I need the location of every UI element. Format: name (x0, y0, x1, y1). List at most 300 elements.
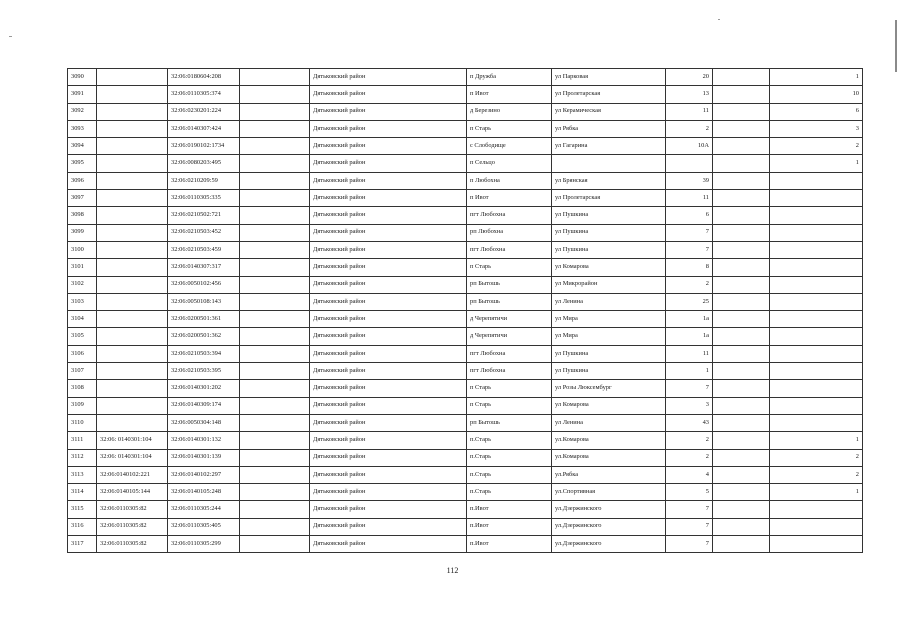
settlement-cell: рп Бытошь (467, 414, 552, 431)
registry-rows (68, 69, 863, 553)
units-cell (770, 293, 863, 310)
settlement-cell: с Слободище (467, 138, 552, 155)
table-row (68, 432, 863, 449)
cadastral-number-cell: 32:06:0230201:224 (168, 103, 240, 120)
settlement-cell: п.Старь (467, 449, 552, 466)
units-cell (770, 414, 863, 431)
empty-cell (240, 293, 310, 310)
units-cell: 1 (770, 484, 863, 501)
row-index-cell: 3117 (68, 536, 97, 553)
units-cell: 2 (770, 138, 863, 155)
previous-cadastral-cell (97, 293, 168, 310)
cadastral-number-cell: 32:06:0110305:299 (168, 536, 240, 553)
street-cell: ул Пушкина (552, 363, 666, 380)
settlement-cell: п Сельцо (467, 155, 552, 172)
units-cell (770, 311, 863, 328)
previous-cadastral-cell: 32:06:0140102:221 (97, 466, 168, 483)
cadastral-number-cell: 32:06:0140301:139 (168, 449, 240, 466)
units-cell (770, 207, 863, 224)
table-row (68, 466, 863, 483)
empty-cell (713, 466, 770, 483)
cadastral-number-cell: 32:06:0210502:721 (168, 207, 240, 224)
units-cell: 6 (770, 103, 863, 120)
empty-cell (240, 69, 310, 86)
previous-cadastral-cell (97, 345, 168, 362)
street-cell: ул.Дзержинского (552, 501, 666, 518)
table-row (68, 311, 863, 328)
empty-cell (240, 276, 310, 293)
cadastral-number-cell: 32:06:0050102:456 (168, 276, 240, 293)
cadastral-number-cell: 32:06:0140307:424 (168, 120, 240, 137)
empty-cell (240, 207, 310, 224)
table-row (68, 345, 863, 362)
street-cell: ул Ленина (552, 414, 666, 431)
table-row (68, 363, 863, 380)
empty-cell (713, 293, 770, 310)
empty-cell (713, 120, 770, 137)
cadastral-number-cell: 32:06:0200501:361 (168, 311, 240, 328)
district-cell: Дятьковский район (310, 363, 467, 380)
empty-cell (713, 380, 770, 397)
table-row (68, 276, 863, 293)
empty-cell (713, 241, 770, 258)
row-index-cell: 3114 (68, 484, 97, 501)
settlement-cell: п.Старь (467, 466, 552, 483)
table-row (68, 172, 863, 189)
house-number-cell: 3 (666, 397, 713, 414)
district-cell: Дятьковский район (310, 120, 467, 137)
empty-cell (713, 69, 770, 86)
previous-cadastral-cell (97, 380, 168, 397)
district-cell: Дятьковский район (310, 380, 467, 397)
units-cell: 2 (770, 449, 863, 466)
house-number-cell: 2 (666, 449, 713, 466)
table-row (68, 86, 863, 103)
street-cell: ул Ленина (552, 293, 666, 310)
empty-cell (713, 397, 770, 414)
row-index-cell: 3113 (68, 466, 97, 483)
district-cell: Дятьковский район (310, 241, 467, 258)
empty-cell (240, 501, 310, 518)
house-number-cell: 39 (666, 172, 713, 189)
previous-cadastral-cell: 32:06:0110305:82 (97, 501, 168, 518)
row-index-cell: 3111 (68, 432, 97, 449)
street-cell: ул.Комарова (552, 432, 666, 449)
house-number-cell: 20 (666, 69, 713, 86)
units-cell (770, 328, 863, 345)
table-row (68, 518, 863, 535)
previous-cadastral-cell (97, 103, 168, 120)
house-number-cell: 1 (666, 363, 713, 380)
house-number-cell: 4 (666, 466, 713, 483)
settlement-cell: пгт Любохна (467, 241, 552, 258)
street-cell: ул Пушкина (552, 207, 666, 224)
units-cell (770, 397, 863, 414)
cadastral-number-cell: 32:06:0140307:317 (168, 259, 240, 276)
street-cell: ул Мира (552, 311, 666, 328)
street-cell: ул.Дзержинского (552, 518, 666, 535)
street-cell: ул Розы Люксембург (552, 380, 666, 397)
units-cell: 3 (770, 120, 863, 137)
street-cell: ул Пушкина (552, 224, 666, 241)
district-cell: Дятьковский район (310, 536, 467, 553)
table-row (68, 241, 863, 258)
empty-cell (240, 138, 310, 155)
street-cell (552, 155, 666, 172)
row-index-cell: 3093 (68, 120, 97, 137)
settlement-cell: п.Старь (467, 484, 552, 501)
empty-cell (713, 311, 770, 328)
scan-speck (718, 19, 720, 20)
empty-cell (240, 328, 310, 345)
row-index-cell: 3105 (68, 328, 97, 345)
scan-edge-mark (895, 20, 897, 72)
cadastral-number-cell: 32:06:0110305:335 (168, 190, 240, 207)
house-number-cell: 6 (666, 207, 713, 224)
cadastral-number-cell: 32:06:0140105:248 (168, 484, 240, 501)
units-cell (770, 224, 863, 241)
cadastral-number-cell: 32:06:0080203:495 (168, 155, 240, 172)
street-cell: ул.Рябка (552, 466, 666, 483)
street-cell: ул Пушкина (552, 345, 666, 362)
cadastral-number-cell: 32:06:0050304:148 (168, 414, 240, 431)
previous-cadastral-cell (97, 328, 168, 345)
district-cell: Дятьковский район (310, 466, 467, 483)
row-index-cell: 3112 (68, 449, 97, 466)
house-number-cell: 7 (666, 536, 713, 553)
empty-cell (713, 86, 770, 103)
house-number-cell: 7 (666, 241, 713, 258)
district-cell: Дятьковский район (310, 224, 467, 241)
table-row (68, 380, 863, 397)
row-index-cell: 3115 (68, 501, 97, 518)
units-cell: 2 (770, 466, 863, 483)
table-row (68, 207, 863, 224)
district-cell: Дятьковский район (310, 103, 467, 120)
street-cell: ул Пролетарская (552, 86, 666, 103)
street-cell: ул Комарова (552, 259, 666, 276)
settlement-cell: рп Бытошь (467, 276, 552, 293)
previous-cadastral-cell: 32:06:0140105:144 (97, 484, 168, 501)
empty-cell (713, 259, 770, 276)
district-cell: Дятьковский район (310, 155, 467, 172)
units-cell (770, 501, 863, 518)
table-row (68, 449, 863, 466)
settlement-cell: п Старь (467, 120, 552, 137)
street-cell: ул Керамическая (552, 103, 666, 120)
empty-cell (713, 432, 770, 449)
table-row (68, 328, 863, 345)
previous-cadastral-cell (97, 276, 168, 293)
cadastral-number-cell: 32:06:0140309:174 (168, 397, 240, 414)
empty-cell (240, 259, 310, 276)
row-index-cell: 3101 (68, 259, 97, 276)
table-row (68, 259, 863, 276)
house-number-cell: 1а (666, 328, 713, 345)
house-number-cell: 2 (666, 120, 713, 137)
house-number-cell: 10А (666, 138, 713, 155)
district-cell: Дятьковский район (310, 259, 467, 276)
street-cell: ул Пушкина (552, 241, 666, 258)
table-row (68, 536, 863, 553)
house-number-cell: 11 (666, 103, 713, 120)
house-number-cell: 7 (666, 501, 713, 518)
previous-cadastral-cell (97, 120, 168, 137)
empty-cell (240, 172, 310, 189)
row-index-cell: 3106 (68, 345, 97, 362)
previous-cadastral-cell: 32:06:0110305:82 (97, 518, 168, 535)
empty-cell (713, 276, 770, 293)
previous-cadastral-cell (97, 138, 168, 155)
settlement-cell: пгт Любохна (467, 345, 552, 362)
house-number-cell: 2 (666, 432, 713, 449)
empty-cell (713, 484, 770, 501)
empty-cell (240, 120, 310, 137)
empty-cell (240, 536, 310, 553)
empty-cell (240, 484, 310, 501)
units-cell: 10 (770, 86, 863, 103)
units-cell (770, 518, 863, 535)
empty-cell (240, 86, 310, 103)
street-cell: ул Парковая (552, 69, 666, 86)
previous-cadastral-cell (97, 86, 168, 103)
units-cell (770, 190, 863, 207)
empty-cell (240, 241, 310, 258)
table-row (68, 414, 863, 431)
empty-cell (713, 518, 770, 535)
previous-cadastral-cell: 32:06: 0140301:104 (97, 449, 168, 466)
units-cell (770, 172, 863, 189)
house-number-cell: 7 (666, 224, 713, 241)
street-cell: ул Рябка (552, 120, 666, 137)
settlement-cell: д Березино (467, 103, 552, 120)
table-row (68, 138, 863, 155)
empty-cell (713, 103, 770, 120)
district-cell: Дятьковский район (310, 449, 467, 466)
empty-cell (713, 363, 770, 380)
cadastral-number-cell: 32:06:0140102:297 (168, 466, 240, 483)
row-index-cell: 3102 (68, 276, 97, 293)
empty-cell (240, 103, 310, 120)
previous-cadastral-cell (97, 155, 168, 172)
district-cell: Дятьковский район (310, 432, 467, 449)
previous-cadastral-cell (97, 311, 168, 328)
empty-cell (713, 138, 770, 155)
scan-speck (9, 36, 12, 37)
settlement-cell: рп Бытошь (467, 293, 552, 310)
empty-cell (713, 155, 770, 172)
table-row (68, 293, 863, 310)
settlement-cell: д Черепятичи (467, 328, 552, 345)
previous-cadastral-cell: 32:06: 0140301:104 (97, 432, 168, 449)
row-index-cell: 3095 (68, 155, 97, 172)
empty-cell (713, 207, 770, 224)
previous-cadastral-cell (97, 190, 168, 207)
empty-cell (240, 224, 310, 241)
row-index-cell: 3100 (68, 241, 97, 258)
street-cell: ул.Комарова (552, 449, 666, 466)
table-row (68, 224, 863, 241)
settlement-cell: п.Ивот (467, 518, 552, 535)
row-index-cell: 3107 (68, 363, 97, 380)
settlement-cell: пгт Любохна (467, 363, 552, 380)
units-cell (770, 380, 863, 397)
settlement-cell: рп Любохна (467, 224, 552, 241)
house-number-cell: 25 (666, 293, 713, 310)
row-index-cell: 3092 (68, 103, 97, 120)
units-cell: 1 (770, 432, 863, 449)
cadastral-number-cell: 32:06:0210209:59 (168, 172, 240, 189)
table-row (68, 397, 863, 414)
empty-cell (713, 536, 770, 553)
units-cell (770, 241, 863, 258)
street-cell: ул Микрорайон (552, 276, 666, 293)
previous-cadastral-cell (97, 207, 168, 224)
table-row (68, 120, 863, 137)
row-index-cell: 3098 (68, 207, 97, 224)
settlement-cell: п Дружба (467, 69, 552, 86)
settlement-cell: п Любохна (467, 172, 552, 189)
units-cell (770, 276, 863, 293)
house-number-cell: 11 (666, 190, 713, 207)
street-cell: ул.Спортивная (552, 484, 666, 501)
house-number-cell: 5 (666, 484, 713, 501)
empty-cell (240, 345, 310, 362)
empty-cell (240, 449, 310, 466)
previous-cadastral-cell (97, 241, 168, 258)
table-row (68, 501, 863, 518)
cadastral-number-cell: 32:06:0210503:394 (168, 345, 240, 362)
district-cell: Дятьковский район (310, 172, 467, 189)
units-cell: 1 (770, 69, 863, 86)
empty-cell (713, 449, 770, 466)
table-row (68, 155, 863, 172)
table-row (68, 190, 863, 207)
units-cell (770, 536, 863, 553)
empty-cell (240, 397, 310, 414)
empty-cell (713, 190, 770, 207)
row-index-cell: 3108 (68, 380, 97, 397)
empty-cell (240, 380, 310, 397)
empty-cell (240, 311, 310, 328)
previous-cadastral-cell (97, 397, 168, 414)
cadastral-number-cell: 32:06:0140301:202 (168, 380, 240, 397)
previous-cadastral-cell (97, 172, 168, 189)
settlement-cell: п.Ивот (467, 536, 552, 553)
house-number-cell: 8 (666, 259, 713, 276)
page-number: 112 (446, 566, 459, 575)
table-row (68, 103, 863, 120)
settlement-cell: п Старь (467, 397, 552, 414)
row-index-cell: 3110 (68, 414, 97, 431)
previous-cadastral-cell: 32:06:0110305:82 (97, 536, 168, 553)
district-cell: Дятьковский район (310, 484, 467, 501)
settlement-cell: пгт Любохна (467, 207, 552, 224)
house-number-cell: 13 (666, 86, 713, 103)
street-cell: ул Брянская (552, 172, 666, 189)
district-cell: Дятьковский район (310, 86, 467, 103)
cadastral-number-cell: 32:06:0110305:374 (168, 86, 240, 103)
district-cell: Дятьковский район (310, 207, 467, 224)
settlement-cell: п.Старь (467, 432, 552, 449)
empty-cell (240, 190, 310, 207)
empty-cell (713, 501, 770, 518)
settlement-cell: п.Ивот (467, 501, 552, 518)
district-cell: Дятьковский район (310, 328, 467, 345)
empty-cell (240, 363, 310, 380)
district-cell: Дятьковский район (310, 311, 467, 328)
empty-cell (713, 172, 770, 189)
empty-cell (240, 414, 310, 431)
table-row (68, 69, 863, 86)
cadastral-number-cell: 32:06:0140301:132 (168, 432, 240, 449)
previous-cadastral-cell (97, 363, 168, 380)
district-cell: Дятьковский район (310, 69, 467, 86)
units-cell (770, 259, 863, 276)
units-cell (770, 345, 863, 362)
district-cell: Дятьковский район (310, 501, 467, 518)
previous-cadastral-cell (97, 259, 168, 276)
empty-cell (713, 414, 770, 431)
cadastral-number-cell: 32:06:0050108:143 (168, 293, 240, 310)
empty-cell (713, 328, 770, 345)
empty-cell (713, 345, 770, 362)
district-cell: Дятьковский район (310, 397, 467, 414)
district-cell: Дятьковский район (310, 414, 467, 431)
cadastral-number-cell: 32:06:0110305:405 (168, 518, 240, 535)
district-cell: Дятьковский район (310, 276, 467, 293)
previous-cadastral-cell (97, 414, 168, 431)
property-registry-table (67, 68, 863, 553)
row-index-cell: 3090 (68, 69, 97, 86)
settlement-cell: п Старь (467, 380, 552, 397)
empty-cell (240, 466, 310, 483)
row-index-cell: 3109 (68, 397, 97, 414)
cadastral-number-cell: 32:06:0180604:208 (168, 69, 240, 86)
previous-cadastral-cell (97, 69, 168, 86)
cadastral-number-cell: 32:06:0190102:1734 (168, 138, 240, 155)
settlement-cell: д Черепятичи (467, 311, 552, 328)
row-index-cell: 3116 (68, 518, 97, 535)
cadastral-number-cell: 32:06:0210503:459 (168, 241, 240, 258)
district-cell: Дятьковский район (310, 345, 467, 362)
cadastral-number-cell: 32:06:0200501:362 (168, 328, 240, 345)
house-number-cell: 1а (666, 311, 713, 328)
district-cell: Дятьковский район (310, 293, 467, 310)
cadastral-number-cell: 32:06:0210503:452 (168, 224, 240, 241)
cadastral-number-cell: 32:06:0110305:244 (168, 501, 240, 518)
settlement-cell: п Ивот (467, 86, 552, 103)
house-number-cell: 2 (666, 276, 713, 293)
row-index-cell: 3091 (68, 86, 97, 103)
row-index-cell: 3104 (68, 311, 97, 328)
street-cell: ул Комарова (552, 397, 666, 414)
street-cell: ул Гагарина (552, 138, 666, 155)
house-number-cell (666, 155, 713, 172)
table-row (68, 484, 863, 501)
row-index-cell: 3103 (68, 293, 97, 310)
house-number-cell: 11 (666, 345, 713, 362)
district-cell: Дятьковский район (310, 518, 467, 535)
row-index-cell: 3097 (68, 190, 97, 207)
row-index-cell: 3099 (68, 224, 97, 241)
district-cell: Дятьковский район (310, 138, 467, 155)
district-cell: Дятьковский район (310, 190, 467, 207)
settlement-cell: п Старь (467, 259, 552, 276)
house-number-cell: 7 (666, 380, 713, 397)
empty-cell (240, 432, 310, 449)
units-cell: 1 (770, 155, 863, 172)
